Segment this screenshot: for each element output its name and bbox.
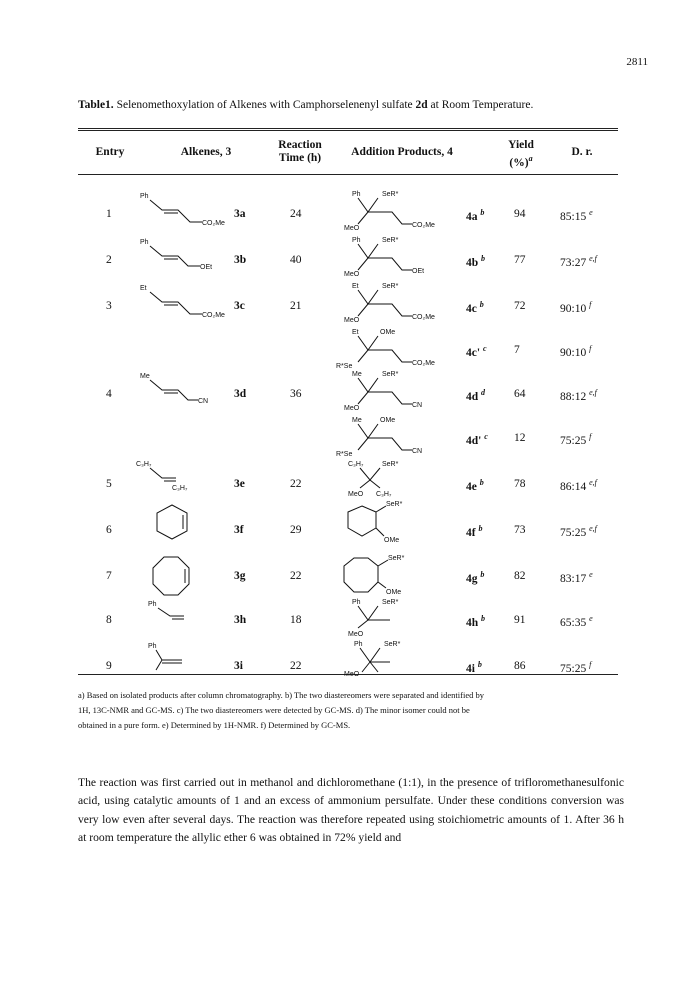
dr-text: 85:15 [560, 210, 587, 223]
product-note: d [481, 388, 486, 397]
yield-value: 82 [514, 570, 526, 582]
svg-text:CO₂Me: CO₂Me [412, 222, 435, 229]
svg-text:Ph: Ph [352, 599, 361, 606]
reaction-time: 22 [290, 570, 302, 582]
alkene-code: 3a [234, 208, 246, 220]
header-products: Addition Products, 4 [351, 146, 453, 158]
table-header-rule [78, 174, 618, 175]
dr-value [560, 300, 591, 315]
alkene-code: 3c [234, 300, 245, 312]
svg-text:R*Se: R*Se [336, 363, 353, 370]
product-4d-prime-structure [336, 414, 450, 463]
header-yield-note: a [528, 154, 533, 163]
product-code-text: 4a [466, 210, 478, 223]
entry-number: 4 [106, 388, 112, 400]
reaction-time: 18 [290, 614, 302, 626]
reaction-time: 22 [290, 478, 302, 490]
yield-value: 78 [514, 478, 526, 490]
svg-text:MeO: MeO [348, 491, 364, 498]
footnote-a: a) Based on isolated products after column chromatography. [78, 690, 283, 700]
product-code [466, 660, 482, 675]
footnote-e: e) Determined by 1H-NMR. [159, 720, 259, 730]
reaction-time: 22 [290, 660, 302, 672]
product-code [466, 344, 487, 359]
yield-value: 91 [514, 614, 526, 626]
product-code [466, 614, 485, 629]
svg-text:SeR*: SeR* [382, 599, 399, 606]
reaction-time: 24 [290, 208, 302, 220]
alkene-code: 3b [234, 254, 247, 266]
svg-text:C₃H₇: C₃H₇ [136, 461, 152, 468]
dr-note: f [589, 344, 592, 353]
svg-text:CO₂Me: CO₂Me [412, 360, 435, 367]
header-yield [498, 139, 544, 170]
product-4a-structure [340, 188, 450, 237]
svg-text:SeR*: SeR* [386, 501, 403, 508]
svg-text:SeR*: SeR* [382, 237, 399, 244]
table-caption [78, 99, 533, 111]
svg-text:MeO: MeO [344, 225, 360, 232]
svg-text:Ph: Ph [352, 191, 361, 198]
alkene-code: 3g [234, 570, 246, 582]
product-code [466, 570, 484, 585]
svg-text:SeR*: SeR* [388, 555, 405, 562]
dr-value [560, 344, 591, 359]
product-4f-structure [344, 498, 424, 553]
header-time-line2: Time (h) [278, 152, 322, 164]
dr-text: 75:25 [560, 434, 587, 447]
header-alkenes: Alkenes, 3 [180, 146, 232, 158]
svg-text:SeR*: SeR* [382, 283, 399, 290]
svg-text:Ph: Ph [148, 601, 157, 608]
entry-number: 9 [106, 660, 112, 672]
entry-number: 8 [106, 614, 112, 626]
svg-text:CN: CN [198, 398, 209, 405]
svg-text:MeO: MeO [344, 317, 360, 324]
svg-text:CN: CN [412, 402, 423, 409]
alkene-3c-structure [140, 282, 230, 327]
svg-text:R*Se: R*Se [336, 451, 353, 458]
dr-value [560, 208, 593, 223]
yield-value: 7 [514, 344, 520, 356]
svg-text:Et: Et [352, 283, 359, 290]
dr-note: f [589, 660, 592, 669]
product-code-text: 4b [466, 256, 479, 269]
alkene-3h-structure [148, 598, 208, 633]
dr-value [560, 432, 591, 447]
svg-text:Ph: Ph [352, 237, 361, 244]
product-code [466, 208, 484, 223]
yield-value: 94 [514, 208, 526, 220]
dr-note: e,f [589, 478, 597, 487]
product-4b-structure [340, 234, 450, 283]
dr-text: 83:17 [560, 572, 587, 585]
alkene-3b-structure [140, 236, 230, 281]
svg-text:Me: Me [352, 417, 362, 424]
dr-text: 90:10 [560, 302, 587, 315]
product-note: b [481, 254, 486, 263]
dr-value [560, 478, 597, 493]
svg-text:Ph: Ph [354, 641, 363, 648]
product-code-text: 4d [466, 390, 479, 403]
dr-text: 86:14 [560, 480, 587, 493]
table-top-rule-2 [78, 130, 618, 131]
product-code-text: 4h [466, 616, 479, 629]
svg-text:MeO: MeO [344, 671, 360, 678]
caption-label: Table1. [78, 99, 114, 111]
dr-text: 75:25 [560, 526, 587, 539]
footnote-c: c) The two diastereomers were detected by GC-MS. [174, 705, 354, 715]
alkene-code: 3i [234, 660, 243, 672]
dr-note: e,f [589, 524, 597, 533]
header-dr: D. r. [571, 146, 593, 158]
product-note: b [477, 660, 482, 669]
product-note: c [482, 344, 487, 353]
product-4c-structure [340, 280, 450, 329]
dr-note: e,f [589, 388, 597, 397]
alkene-code: 3f [234, 524, 244, 536]
dr-value [560, 524, 597, 539]
dr-note: e,f [589, 254, 597, 263]
reaction-time: 21 [290, 300, 302, 312]
product-code [466, 524, 482, 539]
svg-text:OMe: OMe [384, 537, 400, 544]
product-note: b [479, 300, 484, 309]
entry-number: 3 [106, 300, 112, 312]
svg-text:MeO: MeO [348, 631, 364, 638]
product-4i-structure [340, 638, 450, 687]
product-code [466, 254, 485, 269]
svg-text:CN: CN [412, 448, 423, 455]
footnote-d-cont: obtained in a pure form. [78, 720, 160, 730]
dr-text: 90:10 [560, 346, 587, 359]
svg-text:OMe: OMe [380, 329, 396, 336]
product-note: b [479, 478, 484, 487]
footnote-d: d) The minor isomer could not be [353, 705, 470, 715]
table-top-rule [78, 128, 618, 129]
svg-text:OEt: OEt [200, 264, 213, 271]
alkene-3i-structure [148, 640, 208, 681]
alkene-3a-structure [140, 190, 230, 235]
dr-note: e [589, 614, 593, 623]
product-note: b [480, 208, 485, 217]
alkene-code: 3e [234, 478, 245, 490]
svg-text:SeR*: SeR* [384, 641, 401, 648]
entry-number: 2 [106, 254, 112, 266]
svg-text:Me: Me [140, 373, 150, 380]
product-code-text: 4c [466, 302, 477, 315]
dr-value [560, 660, 591, 675]
product-code-text: 4e [466, 480, 477, 493]
dr-note: e [589, 570, 593, 579]
svg-text:Et: Et [352, 329, 359, 336]
product-4d-structure [340, 368, 450, 417]
footnote-b: b) The two diastereomers were separated and identified by [282, 690, 484, 700]
yield-value: 72 [514, 300, 526, 312]
alkene-code: 3h [234, 614, 247, 626]
dr-text: 88:12 [560, 390, 587, 403]
alkene-code: 3d [234, 388, 247, 400]
svg-text:Et: Et [140, 285, 147, 292]
product-note: b [478, 524, 483, 533]
svg-text:CO₂Me: CO₂Me [202, 220, 225, 227]
entry-number: 7 [106, 570, 112, 582]
alkene-3e-structure [136, 458, 226, 503]
product-code [466, 300, 484, 315]
dr-note: f [589, 432, 592, 441]
yield-value: 12 [514, 432, 526, 444]
footnote-b-cont: 1H, 13C-NMR and GC-MS. [78, 705, 175, 715]
dr-value [560, 388, 597, 403]
product-note: b [480, 570, 485, 579]
page-number: 2811 [626, 56, 648, 68]
product-code-text: 4f [466, 526, 476, 539]
entry-number: 1 [106, 208, 112, 220]
product-note: b [481, 614, 486, 623]
reaction-time: 40 [290, 254, 302, 266]
yield-value: 64 [514, 388, 526, 400]
svg-text:MeO: MeO [344, 405, 360, 412]
svg-text:CO₂Me: CO₂Me [202, 312, 225, 319]
dr-text: 65:35 [560, 616, 587, 629]
product-code [466, 478, 484, 493]
svg-text:SeR*: SeR* [382, 371, 399, 378]
svg-text:OEt: OEt [412, 268, 425, 275]
svg-text:C₃H₇: C₃H₇ [348, 461, 364, 468]
alkene-3f-structure [152, 502, 192, 547]
dr-value [560, 254, 597, 269]
ph-label: Ph [140, 193, 149, 200]
product-code-text: 4i [466, 662, 475, 675]
svg-text:SeR*: SeR* [382, 461, 399, 468]
product-code-text: 4d' [466, 434, 482, 447]
caption-suffix: at Room Temperature. [427, 99, 534, 111]
svg-text:Ph: Ph [140, 239, 149, 246]
yield-value: 73 [514, 524, 526, 536]
svg-text:OMe: OMe [386, 589, 402, 596]
product-code-text: 4c' [466, 346, 481, 359]
dr-text: 75:25 [560, 662, 587, 675]
dr-value [560, 614, 593, 629]
table-footnotes [78, 688, 622, 733]
product-code-text: 4g [466, 572, 478, 585]
dr-note: e [589, 208, 593, 217]
yield-value: 86 [514, 660, 526, 672]
product-code [466, 432, 488, 447]
svg-text:CO₂Me: CO₂Me [412, 314, 435, 321]
entry-number: 5 [106, 478, 112, 490]
header-time [262, 139, 338, 165]
product-note: c [484, 432, 488, 441]
reaction-time: 36 [290, 388, 302, 400]
svg-text:MeO: MeO [344, 271, 360, 278]
svg-text:Me: Me [352, 371, 362, 378]
entry-number: 6 [106, 524, 112, 536]
svg-text:SeR*: SeR* [382, 191, 399, 198]
header-entry: Entry [95, 146, 125, 158]
dr-note: f [589, 300, 592, 309]
svg-text:OMe: OMe [380, 417, 396, 424]
alkene-3d-structure [140, 370, 230, 415]
reaction-time: 29 [290, 524, 302, 536]
svg-text:C₃H₇: C₃H₇ [376, 491, 392, 498]
svg-text:Ph: Ph [148, 643, 157, 650]
product-code [466, 388, 485, 403]
footnote-f: f) Determined by GC-MS. [258, 720, 351, 730]
svg-text:C₃H₇: C₃H₇ [172, 485, 188, 492]
header-yield-line1: Yield [508, 139, 534, 151]
body-paragraph: The reaction was first carried out in methanol and dichloromethane (1:1), in the presence of trifloromethanesulfonic acid, using catalytic amounts of 1 and an excess of ammonium persulfate. Under these conditions conversion was very low even after several days. The reaction was therefore repeated using stoichiometric amounts of 1. After 36 h at room temperature the allylic ether 6 was obtained in 72% yield and [78, 776, 624, 845]
header-time-line1: Reaction [278, 139, 322, 151]
caption-reagent: 2d [415, 99, 428, 111]
dr-value [560, 570, 593, 585]
caption-text: Selenomethoxylation of Alkenes with Camphorselenenyl sulfate [113, 99, 416, 111]
dr-text: 73:27 [560, 256, 587, 269]
yield-value: 77 [514, 254, 526, 266]
header-yield-line2: (%)$^a$ [509, 154, 533, 169]
